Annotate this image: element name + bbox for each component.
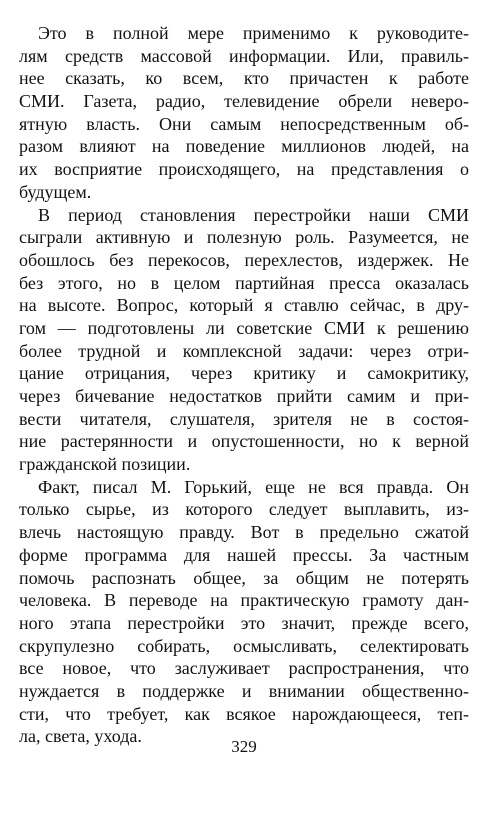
text-line: Это в полной мере применимо к руководите- [38, 23, 469, 43]
text-line: форме программа для нашей прессы. За частным [19, 544, 469, 565]
text-line: ла, света, ухода. [19, 726, 142, 747]
page-number: 329 [231, 737, 257, 756]
text-line: вести читателя, слушателя, зрителя не в состоя- [19, 408, 469, 429]
text-line: без этого, но в целом партийная пресса оказалась [19, 272, 469, 293]
text-line: человека. В переводе на практическую грамоту дан- [19, 590, 469, 611]
text-line: только сырье, из которого следует выплавить, из- [19, 499, 469, 520]
page-body [19, 22, 469, 748]
text-line: СМИ. Газета, радио, телевидение обрели неверо- [19, 91, 469, 112]
text-line: будущем. [19, 181, 92, 202]
text-line: все новое, что заслуживает распространения, что [19, 658, 469, 679]
text-line: сыграли активную и полезную роль. Разумеется, не [19, 227, 469, 248]
text-line: на высоте. Вопрос, который я ставлю сейчас, в дру- [19, 295, 469, 316]
text-line: скрупулезно собирать, осмысливать, селектировать [19, 635, 469, 656]
text-line: ние растерянности и опустошенности, но к верной [19, 431, 469, 452]
text-line: В период становления перестройки наши СМИ [38, 204, 469, 225]
text-line: сти, что требует, как всякое нарождающееся, теп- [19, 703, 469, 724]
text-line: через бичевание недостатков прийти самим и при- [19, 386, 469, 406]
text-line: разом влияют на поведение миллионов людей, на [19, 136, 469, 157]
paragraph-2 [19, 204, 469, 476]
text-line: гом — подготовлены ли советские СМИ к решению [19, 317, 469, 338]
text-line: цание отрицания, через критику и самокритику, [19, 363, 469, 384]
text-line: помочь распознать общее, за общим не потерять [19, 567, 469, 588]
text-line: обошлось без перекосов, перехлестов, издержек. Не [19, 249, 469, 270]
text-line: лям средств массовой информации. Или, правиль- [19, 45, 469, 66]
text-line: гражданской позиции. [19, 454, 191, 475]
paragraph-3 [19, 476, 469, 748]
text-line: Факт, писал М. Горький, еще не вся правда. Он [38, 476, 469, 497]
text-line: влечь настоящую правду. Вот в предельно сжатой [19, 522, 469, 543]
text-line: ятную власть. Они самым непосредственным об- [19, 113, 469, 134]
paragraph-1 [19, 22, 469, 204]
text-line: нуждается в поддержке и внимании общественно- [19, 680, 469, 701]
text-line: их восприятие происходящего, на представления о [19, 159, 469, 180]
text-line: нее сказать, ко всем, кто причастен к работе [19, 68, 469, 89]
text-line: более трудной и комплексной задачи: через отри- [19, 340, 469, 361]
text-line: ного этапа перестройки это значит, прежде всего, [19, 612, 469, 633]
